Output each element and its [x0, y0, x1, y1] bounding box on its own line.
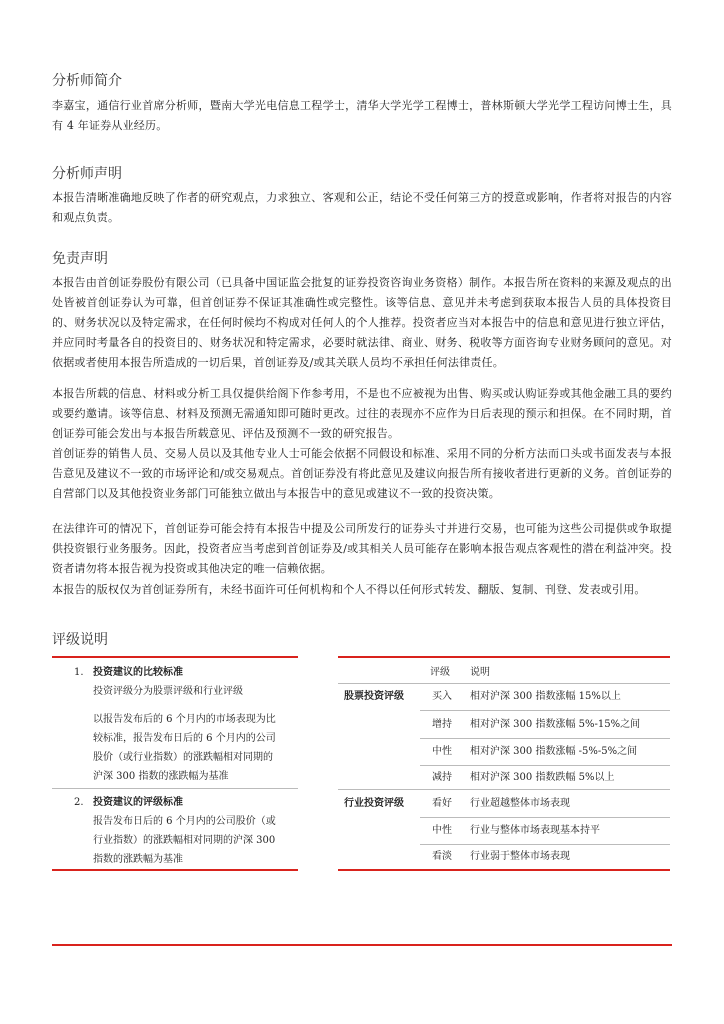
stock-rating-label: 股票投资评级 [344, 691, 404, 702]
left-top-rule [52, 656, 298, 658]
item1-line: 较标准，报告发布日后的 6 个月内的公司 [93, 733, 276, 744]
item2-number: 2. [74, 797, 84, 808]
item1-number: 1. [74, 667, 84, 678]
disclaimer-paragraph: 本报告所载的信息、材料或分析工具仅提供给阁下作参考用，不是也不应被视为出售、购买或认购证券或其他金融工具的要约或要约邀请。该等信息、材料及预测无需通知即可随时更改。过往的表现亦不应作为日后表现的预示和担保。在不同时期，首创证券可能会发出与本报告所载意见、评估及预测不一致的研究报告。 [52, 387, 672, 440]
industry-grade: 看淡 [432, 851, 452, 862]
stock-grade: 减持 [432, 772, 452, 783]
item1-line: 沪深 300 指数的涨跌幅为基准 [93, 771, 229, 782]
disclaimer-paragraph: 本报告由首创证券股份有限公司（已具备中国证监会批复的证券投资咨询业务资格）制作。本报告所在资料的来源及观点的出处皆被首创证券认为可靠，但首创证券不保证其准确性或完整性。该等信息、意见并未考虑到获取本报告人员的具体投资目的、财务状况以及特定需求，在任何时候均不构成对任何人的个人推荐。投资者应当对本报告中的信息和意见进行独立评估，并应同时考量各自的投资目的、财务状况和特定需求，必要时就法律、商业、财务、税收等方面咨询专业财务顾问的意见。对依据或者使用本报告所造成的一切后果，首创证券及/或其关联人员均不承担任何法律责任。 [52, 276, 672, 369]
analyst-intro-body: 李嘉宝，通信行业首席分析师，暨南大学光电信息工程学士，清华大学光学工程博士，普林斯顿大学光学工程访问博士生，具有 4 年证券从业经历。 [52, 99, 672, 132]
item2-line: 报告发布日后的 6 个月内的公司股价（或 [93, 816, 276, 827]
row-divider [420, 765, 670, 766]
row-divider [420, 738, 670, 739]
row-divider [420, 710, 670, 711]
section-divider [338, 789, 670, 790]
left-divider [52, 788, 298, 789]
disclaimer-paragraph: 首创证券的销售人员、交易人员以及其他专业人士可能会依据不同假设和标准、采用不同的分析方法而口头或书面发表与本报告意见及建议不一致的市场评论和/或交易观点。首创证券没有将此意见及建议向报告所有接收者进行更新的义务。首创证券的自营部门以及其他投资业务部门可能独立做出与本报告中的意见或建议不一致的投资决策。 [52, 447, 672, 500]
analyst-statement-title: 分析师声明 [52, 166, 122, 182]
table-header-divider [338, 683, 670, 684]
table-header-grade: 评级 [430, 667, 450, 678]
item2-title: 投资建议的评级标准 [93, 797, 183, 808]
item1-subtitle: 投资评级分为股票评级和行业评级 [93, 686, 243, 697]
stock-desc: 相对沪深 300 指数跌幅 5%以上 [470, 772, 615, 783]
stock-desc: 相对沪深 300 指数涨幅 15%以上 [470, 691, 621, 702]
left-bottom-rule [52, 869, 298, 871]
stock-desc: 相对沪深 300 指数涨幅 5%-15%之间 [470, 719, 641, 730]
analyst-statement-body: 本报告清晰准确地反映了作者的研究观点，力求独立、客观和公正，结论不受任何第三方的授意或影响，作者将对报告的内容和观点负责。 [52, 191, 672, 224]
industry-grade: 看好 [432, 798, 452, 809]
item2-line: 行业指数）的涨跌幅相对同期的沪深 300 [93, 835, 276, 846]
stock-grade: 增持 [432, 719, 452, 730]
industry-desc: 行业弱于整体市场表现 [470, 851, 570, 862]
item1-line: 股价（或行业指数）的涨跌幅相对同期的 [93, 752, 273, 763]
disclaimer-title: 免责声明 [52, 251, 108, 267]
table-bottom-rule [338, 869, 670, 871]
item2-line: 指数的涨跌幅为基准 [93, 854, 183, 865]
row-divider [420, 817, 670, 818]
footer-rule [52, 944, 672, 946]
item1-title: 投资建议的比较标准 [93, 667, 183, 678]
table-top-rule [338, 656, 670, 658]
disclaimer-paragraph: 本报告的版权仅为首创证券所有，未经书面许可任何机构和个人不得以任何形式转发、翻版、复制、刊登、发表或引用。 [52, 583, 646, 596]
industry-desc: 行业与整体市场表现基本持平 [470, 825, 600, 836]
row-divider [420, 844, 670, 845]
industry-rating-label: 行业投资评级 [344, 798, 404, 809]
rating-title: 评级说明 [52, 632, 108, 648]
industry-grade: 中性 [432, 825, 452, 836]
item1-line: 以报告发布后的 6 个月内的市场表现为比 [93, 714, 276, 725]
stock-desc: 相对沪深 300 指数涨幅 -5%-5%之间 [470, 746, 638, 757]
stock-grade: 买入 [432, 691, 452, 702]
analyst-intro-title: 分析师简介 [52, 73, 122, 89]
stock-grade: 中性 [432, 746, 452, 757]
table-header-desc: 说明 [470, 667, 490, 678]
industry-desc: 行业超越整体市场表现 [470, 798, 570, 809]
disclaimer-paragraph: 在法律许可的情况下，首创证券可能会持有本报告中提及公司所发行的证券头寸并进行交易，也可能为这些公司提供或争取提供投资银行业务服务。因此，投资者应当考虑到首创证券及/或其相关人员可能存在影响本报告观点客观性的潜在利益冲突。投资者请勿将本报告视为投资或其他决定的唯一信赖依据。 [52, 522, 672, 575]
